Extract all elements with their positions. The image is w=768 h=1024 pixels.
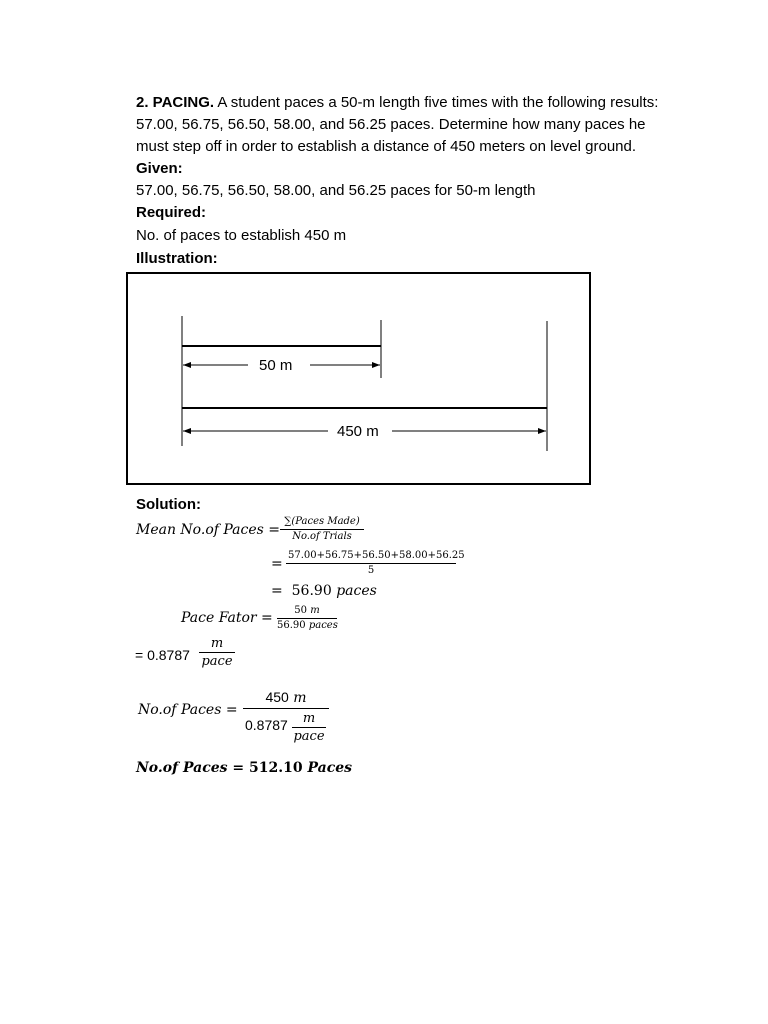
pace-den-value: 56.90 xyxy=(277,620,306,631)
nop-den-unit-den: pace xyxy=(293,729,325,744)
problem-line-3: must step off in order to establish a distance of 450 meters on level ground. xyxy=(136,138,637,155)
mean-numerator: ∑(Paces Made) xyxy=(284,516,360,527)
solution-heading: Solution: xyxy=(136,496,201,513)
sum-eq-sign: = xyxy=(271,556,283,572)
problem-text-1: A student paces a 50-m length five times with the following results: xyxy=(214,94,659,111)
pace-num-unit: m xyxy=(310,605,320,616)
mean-result-eq: = xyxy=(271,583,283,599)
mean-denominator: No.of Trials xyxy=(292,531,352,542)
given-heading: Given: xyxy=(136,160,183,177)
required-text: No. of paces to establish 450 m xyxy=(136,227,347,244)
pace-result-prefix: = 0.8787 xyxy=(135,647,190,663)
illustration-box xyxy=(126,272,591,485)
mean-result xyxy=(271,583,377,599)
nop-num-unit: m xyxy=(293,690,307,706)
nop-fraction xyxy=(243,688,329,744)
final-answer xyxy=(136,760,352,776)
mean-result-value: 56.90 xyxy=(291,583,332,599)
problem-number: 2. PACING. xyxy=(136,94,215,111)
nop-den-value: 0.8787 xyxy=(245,717,288,733)
mean-result-unit: paces xyxy=(336,583,377,599)
mean-lhs: Mean No.of Paces = xyxy=(136,522,281,538)
pace-lhs: Pace Fator = xyxy=(181,610,273,626)
pace-result-unit-num: m xyxy=(210,636,224,651)
pace-num-value: 50 xyxy=(294,605,308,616)
illustration-heading: Illustration: xyxy=(136,250,218,267)
final-unit: Paces xyxy=(307,760,353,776)
final-value: 512.10 xyxy=(249,760,303,776)
pace-result-unit-den: pace xyxy=(201,654,233,669)
mean-fraction xyxy=(280,516,364,543)
short-dim-label: 50 m xyxy=(255,357,296,374)
sum-denominator: 5 xyxy=(367,565,375,576)
sum-fraction xyxy=(286,550,465,577)
sum-numerator: 57.00+56.75+56.50+58.00+56.25 xyxy=(288,550,465,561)
pace-result-unit-fraction xyxy=(199,636,235,669)
nop-den-unit-fraction xyxy=(292,711,326,744)
required-heading: Required: xyxy=(136,204,207,221)
nop-num-value: 450 xyxy=(265,689,289,705)
pace-fraction xyxy=(277,605,337,632)
problem-line-1 xyxy=(136,92,658,114)
final-lhs: No.of Paces = xyxy=(136,760,245,776)
given-text: 57.00, 56.75, 56.50, 58.00, and 56.25 paces for 50-m length xyxy=(136,182,536,199)
nop-lhs: No.of Paces = xyxy=(138,702,238,718)
nop-den-unit-num: m xyxy=(302,711,316,726)
pace-den-unit: paces xyxy=(308,620,338,631)
problem-line-2: 57.00, 56.75, 56.50, 58.00, and 56.25 paces. Determine how many paces he xyxy=(136,116,646,133)
long-dim-label: 450 m xyxy=(333,423,383,440)
illustration-diagram xyxy=(128,274,589,483)
